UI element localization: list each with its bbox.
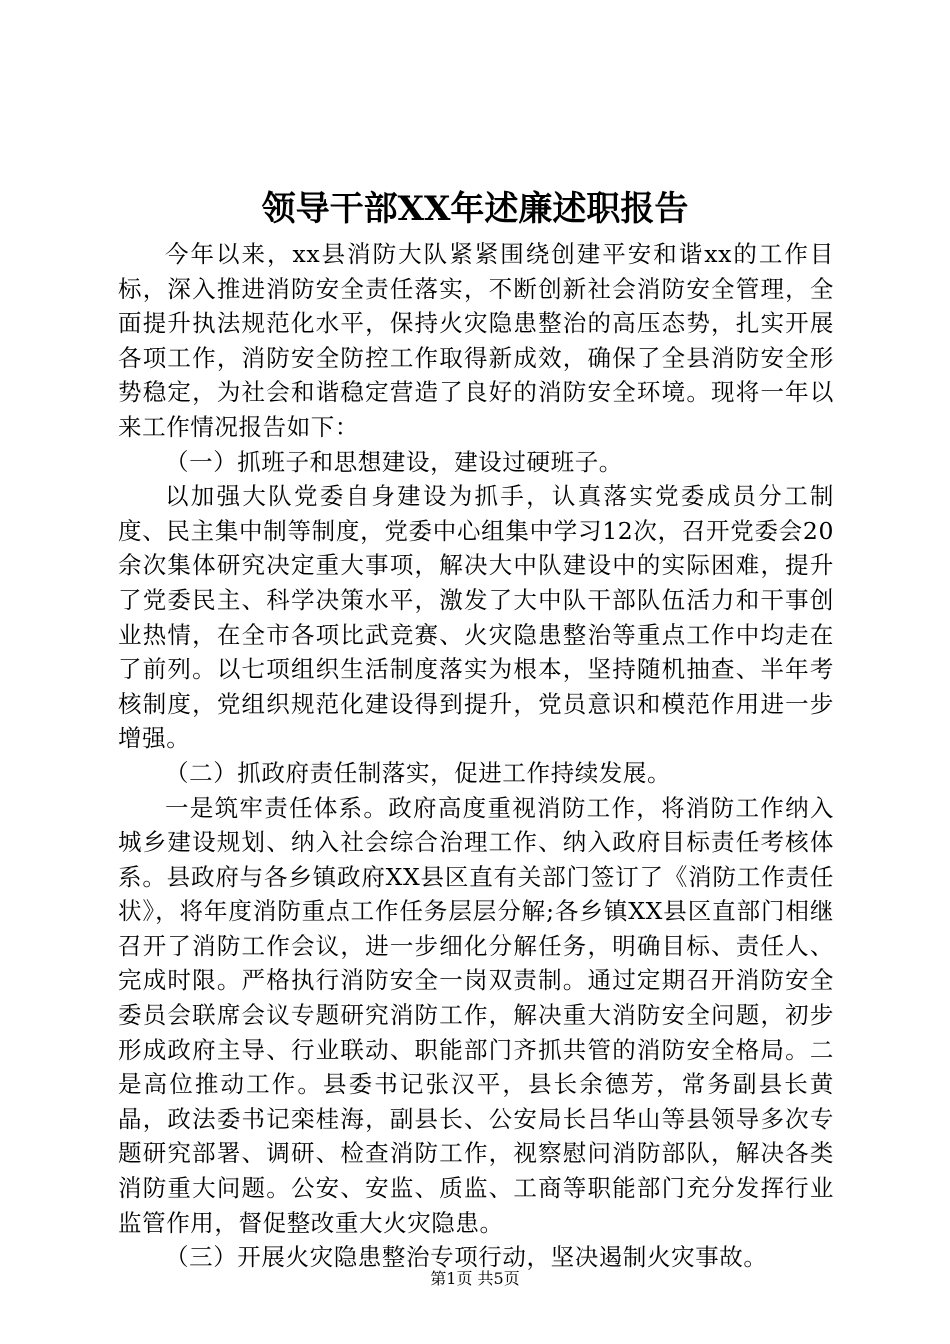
paragraph-intro: 今年以来，xx县消防大队紧紧围绕创建平安和谐xx的工作目标，深入推进消防安全责任落实，不断创新社会消防安全管理，全面提升执法规范化水平，保持火灾隐患整治的高压态势，扎实开展各项工作，消防安全防控工作取得新成效，确保了全县消防安全形势稳定，为社会和谐稳定营造了良好的消防安全环境。现将一年以来工作情况报告如下： xyxy=(118,240,834,441)
document-title: 领导干部XX年述廉述职报告 xyxy=(261,189,689,229)
paragraph-section-1: 以加强大队党委自身建设为抓手，认真落实党委成员分工制度、民主集中制等制度，党委中心组集中学习12次，召开党委会20余次集体研究决定重大事项，解决大中队建设中的实际困难，提升了党委民主、科学决策水平，激发了大中队干部队伍活力和干事创业热情，在全市各项比武竞赛、火灾隐患整治等重点工作中均走在了前列。以七项组织生活制度落实为根本，坚持随机抽查、半年考核制度，党组织规范化建设得到提升，党员意识和模范作用进一步增强。 xyxy=(118,482,834,753)
paragraph-section-2: 一是筑牢责任体系。政府高度重视消防工作，将消防工作纳入城乡建设规划、纳入社会综合治理工作、纳入政府目标责任考核体系。县政府与各乡镇政府XX县区直有关部门签订了《消防工作责任状》，将年度消防重点工作任务层层分解;各乡镇XX县区直部门相继召开了消防工作会议，进一步细化分解任务，明确目标、责任人、完成时限。严格执行消防安全一岗双责制。通过定期召开消防安全委员会联席会议专题研究消防工作，解决重大消防安全问题，初步形成政府主导、行业联动、职能部门齐抓共管的消防安全格局。二是高位推动工作。县委书记张汉平，县长余德芳，常务副县长黄晶，政法委书记栾桂海，副县长、公安局长吕华山等县领导多次专题研究部署、调研、检查消防工作，视察慰问消防部队，解决各类消防重大问题。公安、安监、质监、工商等职能部门充分发挥行业监管作用，督促整改重大火灾隐患。 xyxy=(118,793,834,1237)
document-body xyxy=(118,237,834,1275)
section-heading-2: （二）抓政府责任制落实，促进工作持续发展。 xyxy=(165,758,672,787)
section-heading-3: （三）开展火灾隐患整治专项行动，坚决遏制火灾事故。 xyxy=(165,1243,768,1272)
page-footer: 第1页 共5页 xyxy=(430,1269,520,1288)
section-heading-1: （一）抓班子和思想建设，建设过硬班子。 xyxy=(165,447,623,476)
